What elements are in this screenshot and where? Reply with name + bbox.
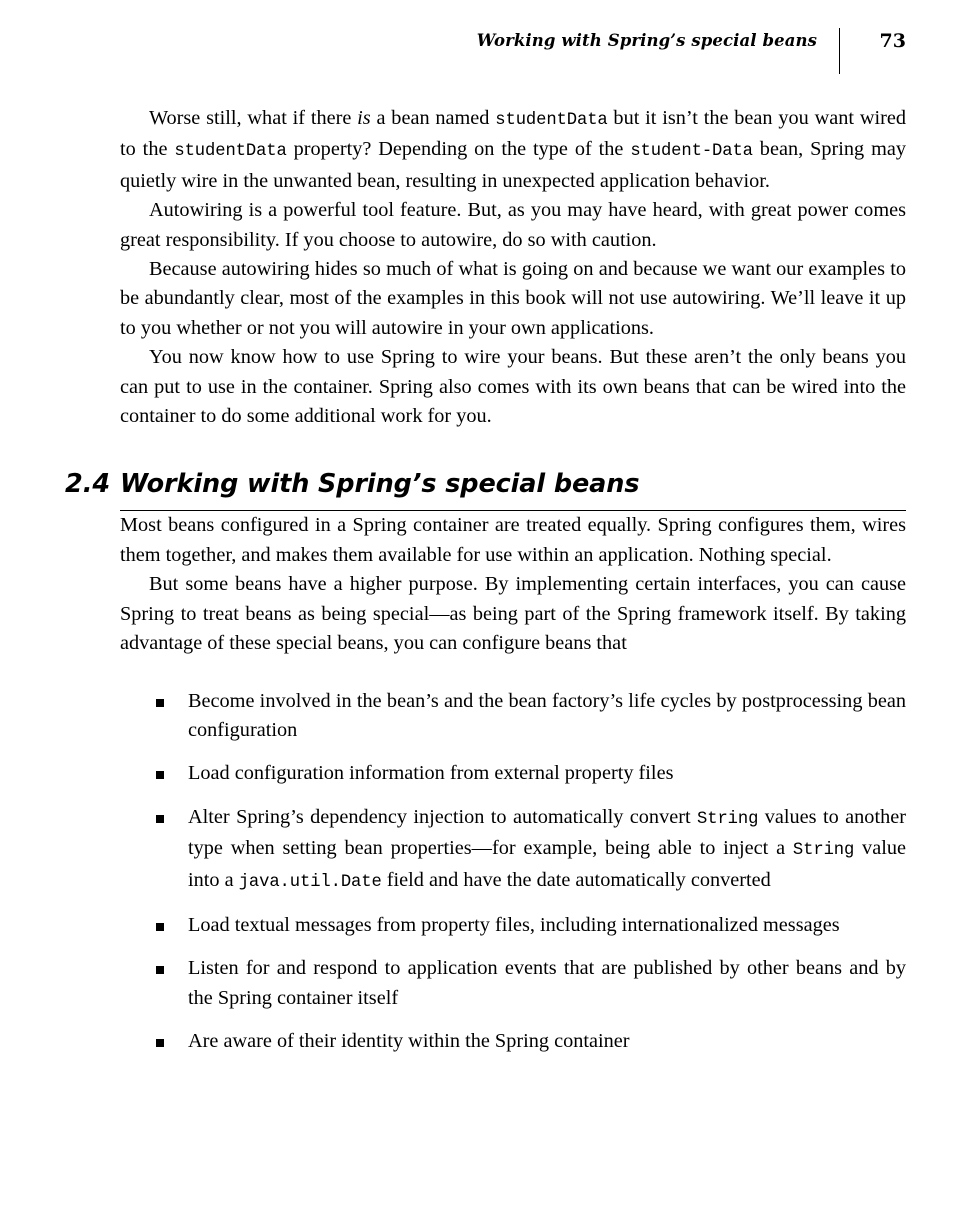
- list-item: [156, 687, 906, 746]
- square-bullet-icon: [156, 923, 164, 931]
- list-item-text: Load textual messages from property files, including internationalized messages: [188, 913, 840, 936]
- list-item-text-mid-1: values to another type when setting bean properties—for example, being able to inject a: [188, 805, 906, 860]
- list-item-text-post: field and have the date automatically converted: [381, 868, 771, 891]
- inline-code-studentdata-1: studentData: [495, 111, 608, 130]
- paragraph-6: But some beans have a higher purpose. By implementing certain interfaces, you can cause Spring to treat beans as being special—as being part of the Spring framework itself. By taking advantage of these special beans, you can configure beans that: [120, 573, 906, 655]
- running-head: [120, 30, 906, 74]
- inline-code-string-2: String: [792, 841, 855, 861]
- paragraph-1-seg-d: property? Depending on the type of the: [286, 138, 631, 161]
- list-item-text: Load configuration information from external property files: [188, 762, 674, 785]
- list-item: [156, 1027, 906, 1056]
- paragraph-1: [120, 104, 906, 196]
- paragraph-3: Because autowiring hides so much of what is going on and because we want our examples to be abundantly clear, most of the examples in this book will not use autowiring. We’ll leave it up to you whether or not you will autowire in your own applications.: [120, 258, 906, 339]
- inline-code-string-1: String: [697, 809, 759, 829]
- paragraph-1-emphasis: is: [357, 107, 371, 129]
- inline-code-java-util-date: java.util.Date: [238, 872, 382, 892]
- running-head-title: Working with Spring’s special beans: [476, 31, 817, 50]
- paragraph-2: Autowiring is a powerful tool feature. But, as you may have heard, with great power comes great responsibility. If you choose to autowire, do so with caution.: [120, 199, 906, 251]
- paragraph-1-seg-b: a bean named: [370, 107, 496, 129]
- section-number: 2.4: [65, 469, 111, 500]
- square-bullet-icon: [156, 966, 164, 974]
- paragraph-5: Most beans configured in a Spring container are treated equally. Spring configures them, wires them together, and makes them available for use within an application. Nothing special.: [120, 514, 906, 566]
- square-bullet-icon: [156, 771, 164, 779]
- inline-code-studentdata-3: student-Data: [630, 142, 753, 162]
- list-item-text-mid-2: value into a: [188, 837, 906, 891]
- section-title: Working with Spring’s special beans: [120, 469, 640, 500]
- paragraph-1-seg-a: Worse still, what if there: [149, 107, 358, 129]
- section-heading: [65, 469, 906, 499]
- list-item-text-pre: Alter Spring’s dependency injection to automatically convert: [188, 805, 698, 828]
- list-item-text: Become involved in the bean’s and the bean factory’s life cycles by postprocessing bean configuration: [188, 689, 906, 741]
- square-bullet-icon: [156, 1039, 164, 1047]
- list-item-text: Listen for and respond to application events that are published by other beans and by the Spring container itself: [188, 957, 906, 1009]
- inline-code-studentdata-2: studentData: [174, 142, 287, 162]
- list-item-text: Are aware of their identity within the Spring container: [188, 1030, 630, 1053]
- list-item: [156, 911, 906, 940]
- square-bullet-icon: [156, 699, 164, 707]
- body-content: [65, 104, 906, 1057]
- paragraph-1-seg-c: but it isn’t the bean you want wired to the: [120, 107, 906, 161]
- paragraph-1-seg-e: bean, Spring may quietly wire in the unwanted bean, resulting in unexpected application behavior.: [120, 138, 906, 192]
- page-number: 73: [879, 30, 906, 52]
- bullet-list: [120, 687, 906, 1057]
- list-item: [156, 803, 906, 897]
- list-item: [156, 954, 906, 1013]
- list-item: [156, 759, 906, 788]
- square-bullet-icon: [156, 815, 164, 823]
- paragraph-4: You now know how to use Spring to wire your beans. But these aren’t the only beans you can put to use in the container. Spring also comes with its own beans that can be wired into the container to do some additional work for you.: [120, 346, 906, 428]
